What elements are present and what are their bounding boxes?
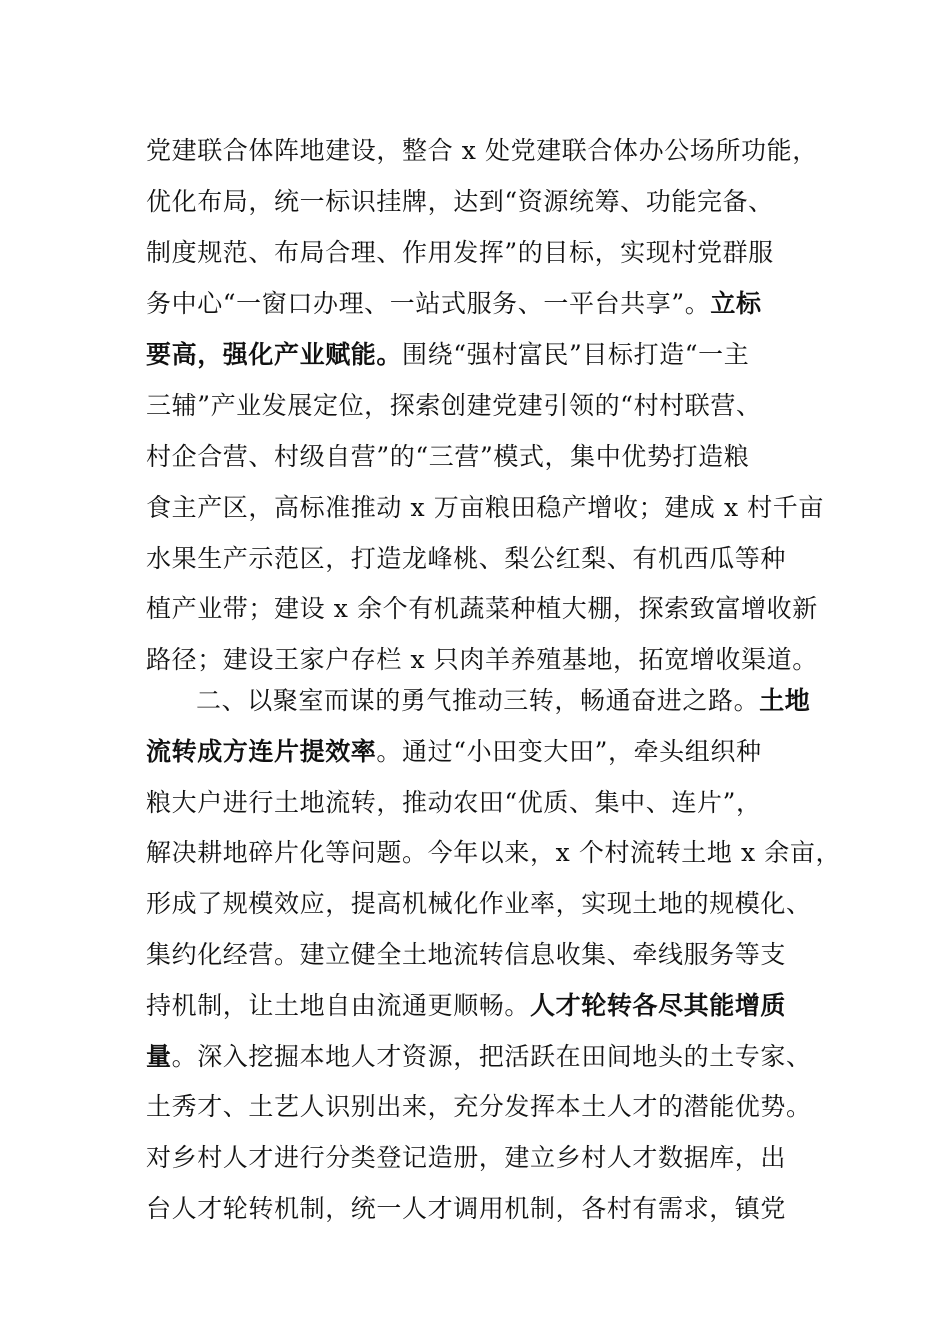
text-run: 台人才轮转机制，统一人才调用机制，各村有需求，镇党: [146, 1194, 787, 1223]
text-run: 。深入挖掘本地人才资源，把活跃在田间地头的土专家、: [171, 1042, 812, 1071]
text-run: 路径；建设王家户存栏 x 只肉羊养殖基地，拓宽增收渠道。: [146, 645, 818, 674]
text-run: 对乡村人才进行分类登记造册，建立乡村人才数据库，出: [146, 1143, 787, 1172]
text-run: 土秀才、土艺人识别出来，充分发挥本土人才的潜能优势。: [146, 1092, 812, 1121]
text-run: 水果生产示范区，打造龙峰桃、梨公红梨、有机西瓜等种: [146, 544, 787, 573]
text-run: 制度规范、布局合理、作用发挥”的目标，实现村党群服: [146, 238, 774, 267]
text-line: [146, 488, 826, 528]
text-line: [146, 182, 826, 222]
text-run: 集约化经营。建立健全土地流转信息收集、牵线服务等支: [146, 940, 787, 969]
text-line: [146, 335, 826, 375]
bold-text-run: 流转成方连片提效率: [146, 737, 377, 766]
text-run: 持机制，让土地自由流通更顺畅。: [146, 991, 531, 1020]
text-run: 二、以聚室而谋的勇气推动三转，畅通奋进之路。: [196, 686, 760, 715]
text-run: 。通过“小田变大田”，牵头组织种: [376, 737, 762, 766]
text-line: [146, 437, 826, 477]
text-run: 围绕“强村富民”目标打造“一主: [402, 340, 750, 369]
text-line: [146, 1087, 826, 1127]
text-run: 务中心“一窗口办理、一站式服务、一平台共享”。: [146, 289, 711, 318]
text-run: 村企合营、村级自营”的“三营”模式，集中优势打造粮: [146, 442, 750, 471]
bold-text-run: 人才轮转各尽其能增质: [530, 991, 787, 1020]
text-run: 植产业带；建设 x 余个有机蔬菜种植大棚，探索致富增收新: [146, 594, 818, 623]
text-line: [146, 833, 842, 873]
text-run: 三辅”产业发展定位，探索创建党建引领的“村村联营、: [146, 391, 762, 420]
text-run: 党建联合体阵地建设，整合 x 处党建联合体办公场所功能，: [146, 136, 818, 165]
text-line: [146, 386, 826, 426]
text-line: [146, 131, 826, 171]
text-line: [146, 589, 826, 629]
text-line: [146, 1037, 826, 1077]
text-line: [146, 732, 826, 772]
bold-text-run: 立标: [710, 289, 762, 318]
bold-text-run: 土地: [759, 686, 811, 715]
text-run: 粮大户进行土地流转，推动农田“优质、集中、连片”，: [146, 788, 762, 817]
text-run: 解决耕地碎片化等问题。今年以来，x 个村流转土地 x 余亩，: [146, 838, 842, 867]
text-line: [146, 986, 826, 1026]
text-run: 优化布局，统一标识挂牌，达到“资源统筹、功能完备、: [146, 187, 774, 216]
text-line: [196, 681, 826, 721]
text-line: [146, 1138, 826, 1178]
text-line: [146, 284, 826, 324]
text-run: 食主产区，高标准推动 x 万亩粮田稳产增收；建成 x 村千亩: [146, 493, 824, 522]
text-line: [146, 935, 826, 975]
text-line: [146, 783, 826, 823]
text-run: 形成了规模效应，提高机械化作业率，实现土地的规模化、: [146, 889, 812, 918]
bold-text-run: 量: [146, 1042, 172, 1071]
bold-text-run: 要高，强化产业赋能。: [146, 340, 403, 369]
text-line: [146, 539, 826, 579]
text-line: [146, 884, 826, 924]
text-line: [146, 233, 826, 273]
text-line: [146, 1189, 826, 1229]
text-line: [146, 640, 826, 680]
